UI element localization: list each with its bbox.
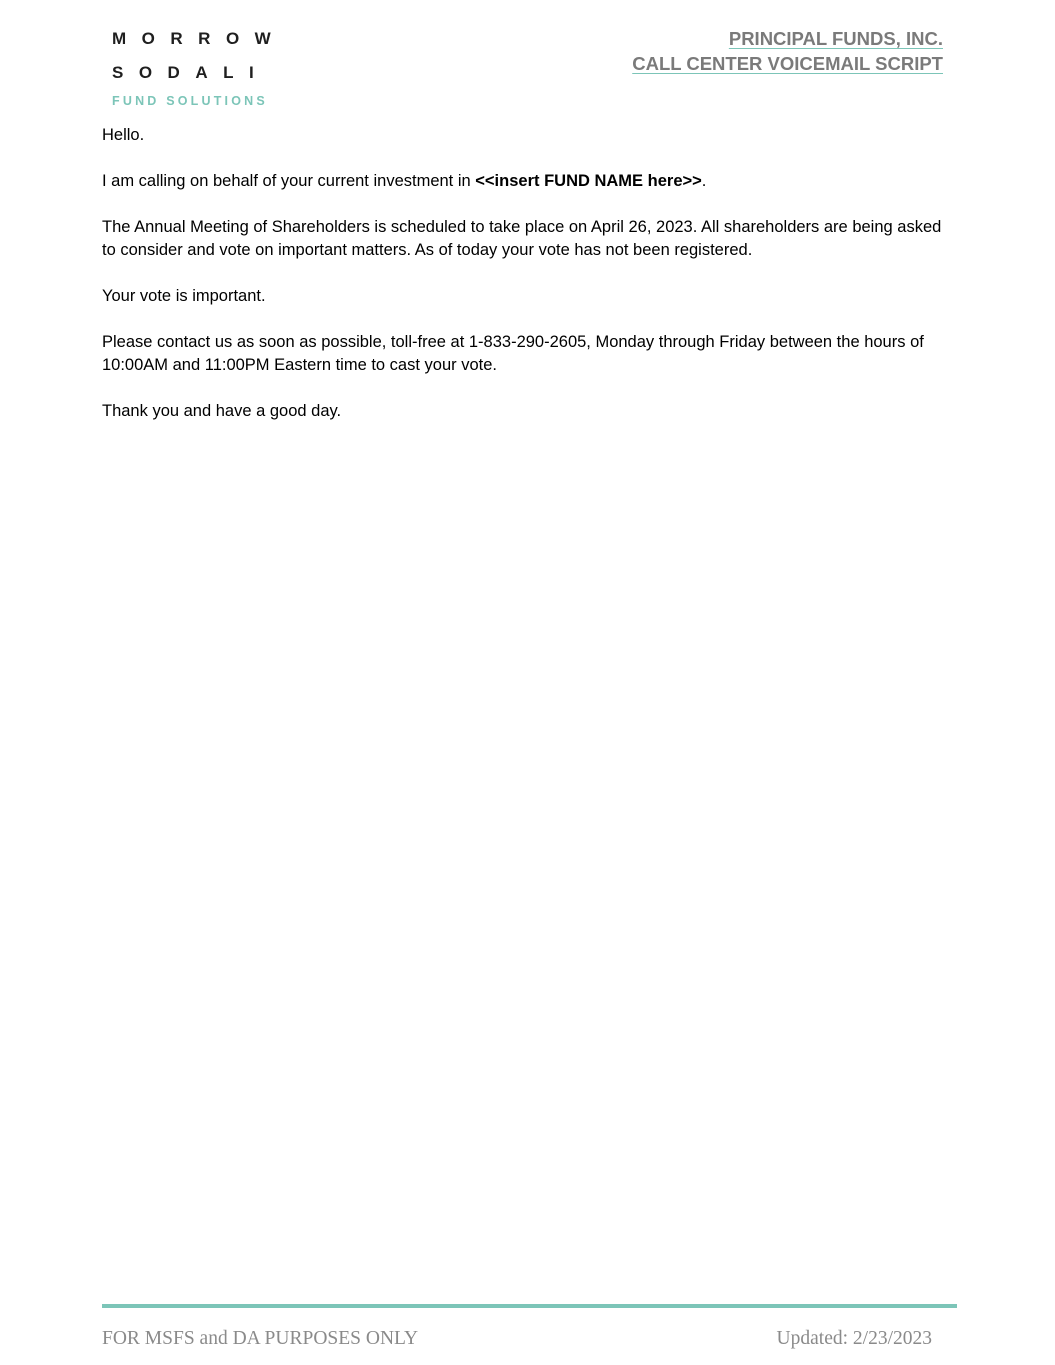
fund-name-placeholder: <<insert FUND NAME here>>	[475, 172, 702, 190]
script-closing: Thank you and have a good day.	[102, 402, 342, 420]
script-greeting: Hello.	[102, 126, 145, 144]
voicemail-script-body	[102, 124, 952, 446]
footer-updated-date: Updated: 2/23/2023	[776, 1328, 932, 1349]
script-intro-text: I am calling on behalf of your current investment in	[102, 172, 476, 190]
logo-line-morrow: MORROW	[112, 29, 287, 48]
morrow-sodali-logo	[112, 22, 287, 108]
footer-divider	[102, 1304, 957, 1308]
logo-tagline: FUND SOLUTIONS	[112, 94, 268, 108]
document-title: PRINCIPAL FUNDS, INC.	[728, 28, 943, 49]
script-intro	[102, 170, 952, 193]
footer-purpose-note: FOR MSFS and DA PURPOSES ONLY	[102, 1328, 419, 1349]
script-intro-end: .	[701, 172, 707, 190]
logo-line-sodali: SODALI	[112, 63, 270, 82]
script-meeting-info: The Annual Meeting of Shareholders is scheduled to take place on April 26, 2023. All shareholders are being asked to consider and vote on important matters. As of today your vote has not been registered.	[102, 218, 942, 259]
script-importance: Your vote is important.	[102, 287, 266, 305]
document-header	[632, 26, 943, 76]
document-subtitle: CALL CENTER VOICEMAIL SCRIPT	[632, 53, 943, 74]
script-contact-info: Please contact us as soon as possible, toll-free at 1-833-290-2605, Monday through Friday between the hours of 10:00AM and 11:00PM Eastern time to cast your vote.	[102, 333, 924, 374]
